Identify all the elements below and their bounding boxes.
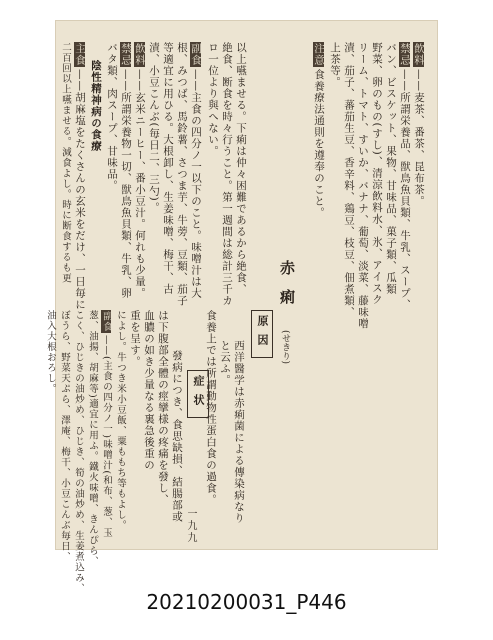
page-number: 一九九 — [185, 508, 196, 544]
text-column: 等適宜に用ひる。大根卸し、生姜味噌、梅干、古 — [162, 42, 175, 295]
text-column: 注意食養療法通則を遵奉のこと。 — [313, 43, 326, 219]
text-column: リーム、トマト、すいか、バナナ、葡萄、淡菜、藤味噌 — [357, 42, 370, 330]
text-column: 上茶等。 — [329, 42, 342, 88]
text-column: 禁忌——所謂栄養物一切、獣鳥魚貝類、牛乳、卵 — [120, 43, 133, 299]
document-page — [44, 20, 438, 594]
image-caption: 20210200031_P446 — [146, 590, 347, 614]
text-column: バタ類、肉スープ、甘味品。 — [106, 42, 119, 192]
text-column: 絶食、断食を時々行うこと。第一週間は総計三千カ — [221, 42, 234, 307]
section-title: 赤痢 — [278, 260, 296, 318]
text-column: 油入大根おろし。 — [44, 310, 56, 394]
symptom-text: 血膿の如き少量なる裏急後重の — [143, 310, 156, 471]
drink-tag-right: 飲料 — [413, 43, 426, 66]
symptom-text: は下腹部全體の痙攣様の疼痛を發し、 — [157, 310, 170, 506]
cause-text: 西洋醫学は赤痢菌による傳染病なり — [233, 340, 246, 524]
cause-text: 食養上では所謂動物性蛋白食の過食。 — [205, 310, 218, 506]
text-column: 漬、茄子、蕃茄生豆、香辛料、鶏豆、枝豆、佃煮類、 — [343, 42, 356, 318]
text-column: 飲料——麦茶、番茶、昆布茶。 — [413, 43, 426, 207]
text-column: 二百回以上嚥ませる。減食よし。時に断食するも更 — [59, 42, 71, 284]
text-column: ぼうら、野菜天ぷら、澤庵、梅干、小豆こんぶ毎日、 — [58, 310, 70, 562]
text-column: 野菜、卵のもの(すし)、清涼飲料水、氷、アイスク — [371, 42, 384, 306]
text-column: こく、ひじきの油炒め、ひじき、筍の油炒め、生姜煮込み、 — [72, 310, 84, 594]
text-column: 副食——主食の四分ノ一以下のこと。味噌汁は大 — [190, 43, 203, 299]
text-column: 禁忌——所謂栄養品、獣鳥魚貝類、牛乳、スープ、 — [399, 43, 412, 311]
main-food-tag: 主食 — [74, 43, 87, 66]
text-column: によし。牛つき米小豆飯、粟ももち等もよし。 — [114, 310, 126, 531]
side-dish-tag-2: 副食 — [100, 311, 112, 332]
text-column: 副食——(主食の四分ノ一)味噌汁(和布、葱、玉 — [100, 311, 112, 539]
symptom-label: 症状 — [187, 370, 209, 418]
note-tag: 注意 — [313, 43, 326, 66]
text-column: 主食——胡麻塩をたくさんの玄米をだけ、一日毎に — [74, 43, 87, 311]
text-column: 根、みつば、馬鈴薯、さつま芋、牛蒡、豆類、茄子 — [176, 42, 189, 307]
forbidden-tag-right: 禁忌 — [399, 43, 412, 66]
text-column: 飲料——玄米ニーヒー、番小豆汁。何れも少量。 — [134, 43, 147, 299]
text-column: 葱、油揚、胡麻等)適宜に用ふ。鐵火味噌、きんぴら、 — [86, 310, 98, 567]
symptom-text: 重を呈す。 — [129, 310, 142, 368]
side-dish-tag: 副食 — [190, 43, 203, 66]
text-column: 漬、小豆こんぶ(毎日二、三勺)。 — [148, 42, 161, 214]
text-column: ロ一位より與へない。 — [207, 42, 220, 157]
symptom-text: 發病につき、食思缺損、結腸部或 — [171, 350, 184, 523]
drink-tag: 飲料 — [134, 43, 147, 66]
text-column: 以上嚥ませる。下痢は仲々困難であるから絶食、 — [235, 42, 248, 295]
cause-text: と云ふ。 — [219, 340, 232, 386]
section-reading: (せきり) — [280, 330, 290, 365]
subsection-title: 陰性精神病の食療 — [90, 60, 103, 152]
cause-label: 原因 — [251, 310, 273, 358]
forbidden-tag: 禁忌 — [120, 43, 133, 66]
text-column: バン、ビスケット、果物、甘味品、菓子類、瓜類 — [385, 42, 398, 295]
